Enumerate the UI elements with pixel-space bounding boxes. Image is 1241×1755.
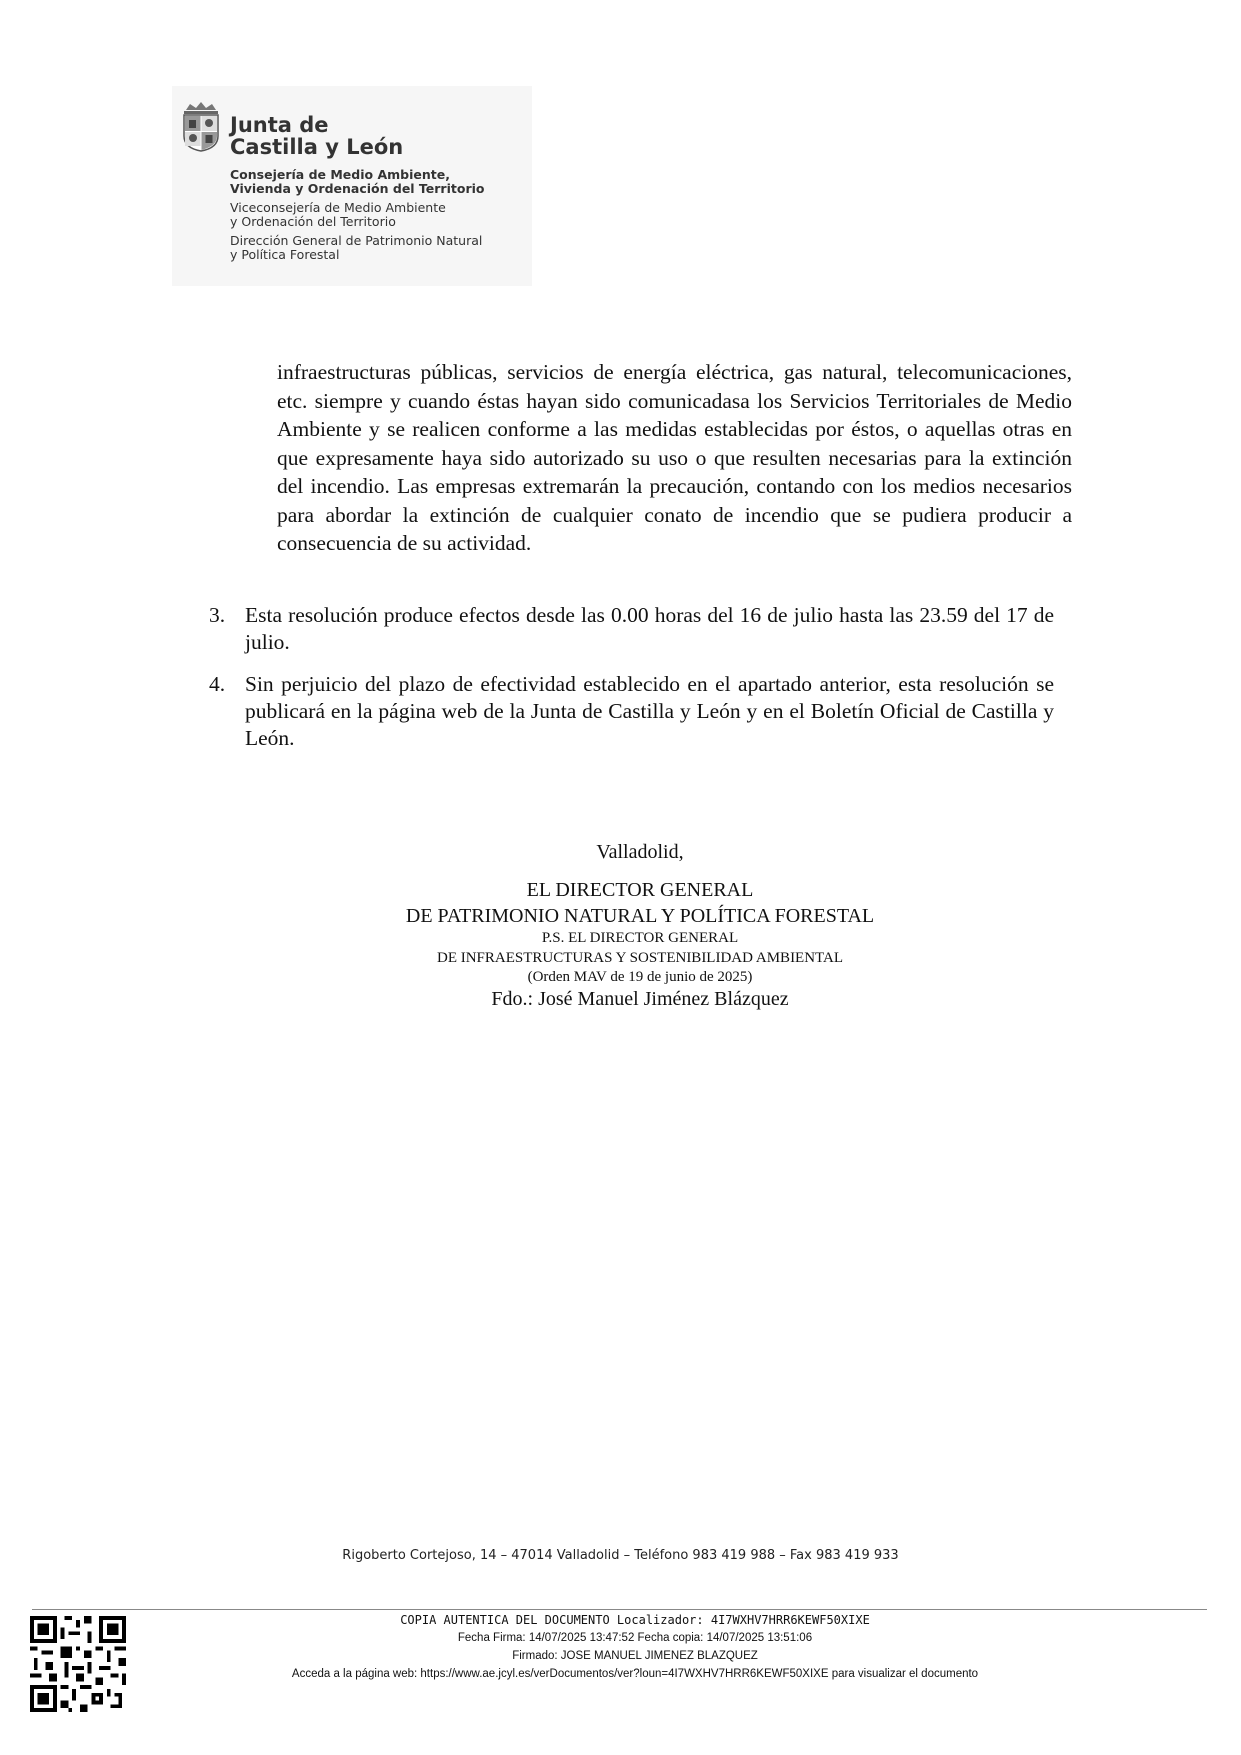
signature-signed-by: Fdo.: José Manuel Jiménez Blázquez [491, 988, 789, 1010]
list-item-text: Esta resolución produce efectos desde las 0.00 horas del 16 de julio hasta las 23.59 del 17 de julio. [245, 603, 1054, 654]
list-item [209, 671, 1084, 752]
footer-address: Rigoberto Cortejoso, 14 – 47014 Valladolid – Teléfono 983 419 988 – Fax 983 419 933 [342, 1548, 899, 1563]
signature-ps-line2: DE INFRAESTRUCTURAS Y SOSTENIBILIDAD AMBIENTAL [436, 950, 844, 966]
signature-order: (Orden MAV de 19 de junio de 2025) [527, 969, 753, 985]
department-line: y Ordenación del Territorio [230, 214, 396, 229]
list-item-text: Sin perjuicio del plazo de efectividad establecido en el apartado anterior, esta resolución se publicará en la página web de la Junta de Castilla y León y en el Boletín Oficial de Castilla y León. [245, 672, 1054, 750]
signature-title-line2: DE PATRIMONIO NATURAL Y POLÍTICA FORESTAL [405, 905, 875, 927]
org-name-line1: Junta de [230, 113, 329, 137]
list-item [209, 602, 1084, 656]
department-line: y Política Forestal [230, 247, 340, 262]
org-name [230, 114, 403, 158]
header-logo [172, 86, 532, 286]
department-line: Dirección General de Patrimonio Natural [230, 233, 483, 248]
footer-copy-locator: COPIA AUTENTICA DEL DOCUMENTO Localizador: 4I7WXHV7HRR6KEWF50XIXE [400, 1613, 870, 1627]
org-name-line2: Castilla y León [230, 135, 404, 159]
qr-code-icon [30, 1616, 126, 1712]
signature-ps-line1: P.S. EL DIRECTOR GENERAL [541, 930, 739, 946]
list-item-number: 3. [209, 603, 226, 627]
signature-title-line1: EL DIRECTOR GENERAL [526, 879, 754, 901]
department-line: Consejería de Medio Ambiente, [230, 167, 450, 182]
continuation-paragraph: infraestructuras públicas, servicios de energía eléctrica, gas natural, telecomunicaciones, etc. siempre y cuando éstas hayan sido comunicadasa los Servicios Territoriales de Medio Ambiente y se realicen conforme a las medidas establecidas por éstos, o aquellas otras en que expresamente haya sido autorizado su uso o que resulten necesarias para la extinción del incendio. Las empresas extremarán la precaución, contando con los medios necesarios para abordar la extinción de cualquier conato de incendio que se pudiera producir a consecuencia de su actividad. [277, 360, 1072, 555]
coat-of-arms-icon [180, 100, 222, 152]
footer-signed-by: Firmado: JOSE MANUEL JIMENEZ BLAZQUEZ [512, 1650, 758, 1662]
footer-divider [32, 1609, 1207, 1610]
footer-access-link[interactable]: Acceda a la página web: https://www.ae.jcyl.es/verDocumentos/ver?loun=4I7WXHV7HRR6KEWF50XIXE para visualizar el documento [291, 1668, 979, 1680]
footer-dates: Fecha Firma: 14/07/2025 13:47:52 Fecha copia: 14/07/2025 13:51:06 [457, 1632, 813, 1644]
department-line: Vivienda y Ordenación del Territorio [230, 181, 485, 196]
list-item-number: 4. [209, 672, 226, 696]
department-line: Viceconsejería de Medio Ambiente [230, 200, 446, 215]
signature-place: Valladolid, [596, 841, 684, 863]
